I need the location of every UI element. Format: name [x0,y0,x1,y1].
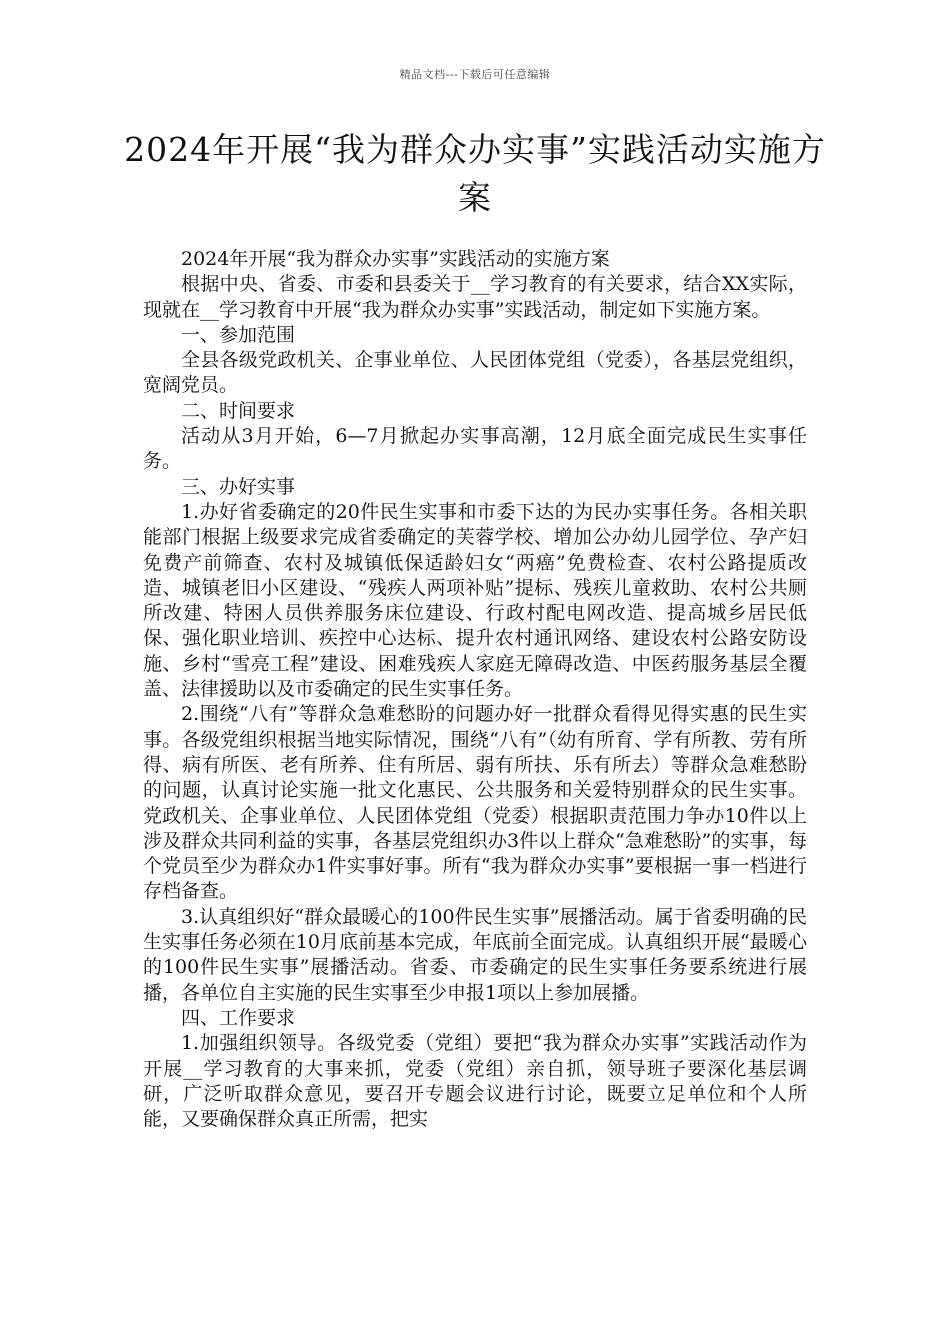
section-heading-tasks: 三、办好实事 [181,475,296,498]
document-title: 2024年开展“我为群众办实事”实践活动实施方案 [124,130,826,217]
document-body [143,247,807,1132]
section-heading-scope: 一、参加范围 [181,323,296,346]
paragraph-time: 活动从3月开始，6—7月掀起办实事高潮，12月底全面完成民生实事任务。 [143,425,807,473]
paragraph-subtitle: 2024年开展“我为群众办实事”实践活动的实施方案 [181,248,610,270]
section-heading-requirements: 四、工作要求 [181,1006,296,1029]
header-note: 精品文档---下载后可任意编辑 [399,68,551,81]
paragraph-scope: 全县各级党政机关、企事业单位、人民团体党组（党委），各基层党组织，宽阔党员。 [143,349,807,397]
paragraph-intro: 根据中央、省委、市委和县委关于__学习教育的有关要求，结合XX实际，现就在__学习教育中开展“我为群众办实事”实践活动，制定如下实施方案。 [143,273,807,321]
paragraph-task-1: 1.办好省委确定的20件民生实事和市委下达的为民办实事任务。各相关职能部门根据上级要求完成省委确定的芙蓉学校、增加公办幼儿园学位、孕产妇免费产前筛查、农村及城镇低保适龄妇女“两癌”免费检查、农村公路提质改造、城镇老旧小区建设、“残疾人两项补贴”提标、残疾儿童救助、农村公共厕所改建、特困人员供养服务床位建设、行政村配电网改造、提高城乡居民低保、强化职业培训、疾控中心达标、提升农村通讯网络、建设农村公路安防设施、乡村“雪亮工程”建设、困难残疾人家庭无障碍改造、中医药服务基层全覆盖、法律援助以及市委确定的民生实事任务。 [143,500,807,701]
paragraph-task-2: 2.围绕“八有”等群众急难愁盼的问题办好一批群众看得见得实惠的民生实事。各级党组织根据当地实际情况，围绕“八有”（幼有所育、学有所教、劳有所得、病有所医、老有所养、住有所居、弱有所扶、乐有所去）等群众急难愁盼的问题，认真讨论实施一批文化惠民、公共服务和关爱特别群众的民生实事。党政机关、企事业单位、人民团体党组（党委）根据职责范围力争办10件以上涉及群众共同利益的实事，各基层党组织办3件以上群众“急难愁盼”的实事，每个党员至少为群众办1件实事好事。所有“我为群众办实事”要根据一事一档进行存档备查。 [143,703,807,903]
paragraph-requirement-1: 1.加强组织领导。各级党委（党组）要把“我为群众办实事”实践活动作为开展__学习教育的大事来抓，党委（党组）亲自抓，领导班子要深化基层调研，广泛听取群众意见，要召开专题会议进行讨论，既要立足单位和个人所能，又要确保群众真正所需，把实 [143,1032,807,1131]
paragraph-task-3: 3.认真组织好“群众最暖心的100件民生实事”展播活动。属于省委明确的民生实事任务必须在10月底前基本完成，年底前全面完成。认真组织开展“最暖心的100件民生实事”展播活动。省委、市委确定的民生实事任务要系统进行展播，各单位自主实施的民生实事至少申报1项以上参加展播。 [143,905,807,1004]
section-heading-time: 二、时间要求 [181,399,296,422]
